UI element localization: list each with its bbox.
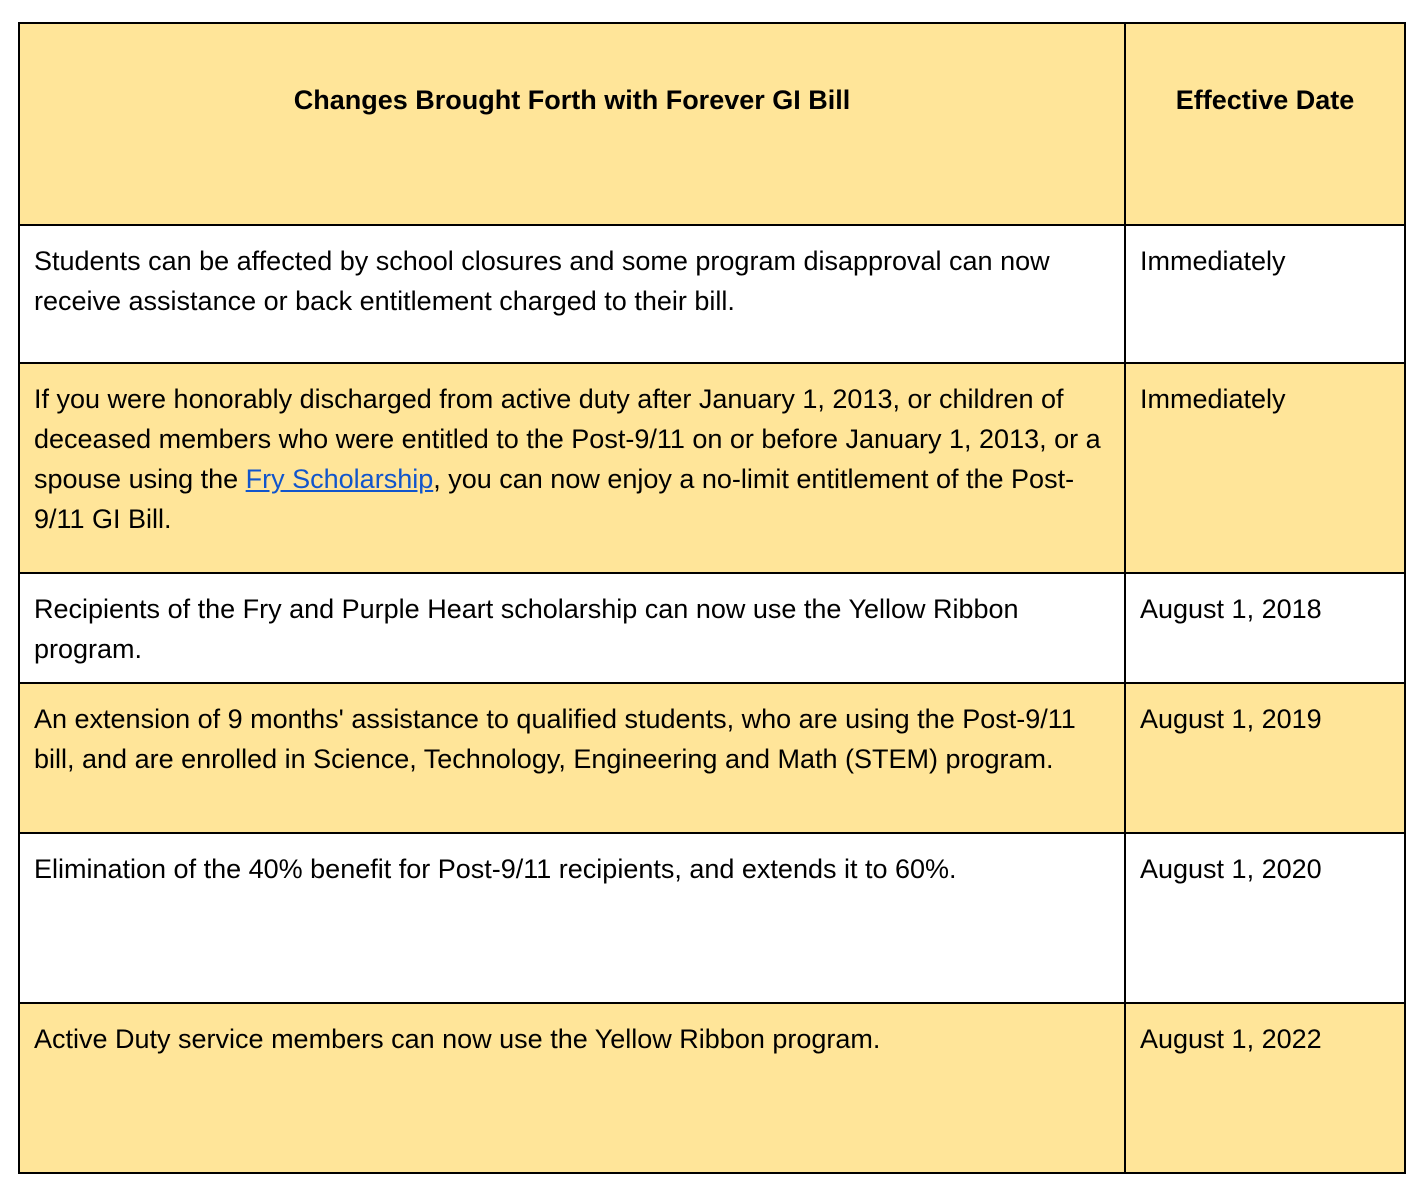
change-text: An extension of 9 months' assistance to qualified students, who are using the Post-9/11 bill, and are enrolled in Science, Technology, Engineering and Math (STEM) program. [34, 704, 1076, 774]
change-cell [19, 225, 1125, 363]
table-row [19, 833, 1405, 1003]
effective-date-text: August 1, 2022 [1140, 1024, 1322, 1054]
change-cell [19, 1003, 1125, 1173]
date-cell [1125, 573, 1405, 683]
header-changes [19, 23, 1125, 225]
effective-date-text: Immediately [1140, 384, 1286, 414]
effective-date-text: August 1, 2020 [1140, 854, 1322, 884]
change-cell [19, 573, 1125, 683]
table-row [19, 683, 1405, 833]
effective-date-text: August 1, 2019 [1140, 704, 1322, 734]
date-cell [1125, 683, 1405, 833]
date-cell [1125, 363, 1405, 573]
table-row [19, 363, 1405, 573]
date-cell [1125, 833, 1405, 1003]
change-text: Elimination of the 40% benefit for Post-9/11 recipients, and extends it to 60%. [34, 854, 957, 884]
forever-gi-bill-table [18, 22, 1406, 1174]
change-text: Recipients of the Fry and Purple Heart scholarship can now use the Yellow Ribbon program. [34, 594, 1019, 664]
change-text-part-1: If you were honorably discharged from active duty after January 1, 2013, or children of deceased members who were entitled to the Post-9/11 on or before January 1, 2013, or a spouse using the [34, 384, 1101, 494]
date-cell [1125, 1003, 1405, 1173]
fry-scholarship-link[interactable]: Fry Scholarship [245, 464, 434, 494]
table-row [19, 573, 1405, 683]
change-cell [19, 833, 1125, 1003]
effective-date-text: August 1, 2018 [1140, 594, 1322, 624]
table-row [19, 225, 1405, 363]
header-effective-date [1125, 23, 1405, 225]
header-changes-label: Changes Brought Forth with Forever GI Bill [293, 85, 851, 115]
change-text-part-2: , you can now enjoy a no-limit entitlement of the Post-9/11 GI Bill. [34, 464, 1075, 534]
change-cell [19, 683, 1125, 833]
change-cell [19, 363, 1125, 573]
change-text: Students can be affected by school closures and some program disapproval can now receive assistance or back entitlement charged to their bill. [34, 246, 1050, 316]
effective-date-text: Immediately [1140, 246, 1286, 276]
date-cell [1125, 225, 1405, 363]
header-effective-date-label: Effective Date [1175, 85, 1355, 115]
table-header-row [19, 23, 1405, 225]
change-text: Active Duty service members can now use the Yellow Ribbon program. [34, 1024, 881, 1054]
change-text [20, 364, 1124, 539]
table-row [19, 1003, 1405, 1173]
